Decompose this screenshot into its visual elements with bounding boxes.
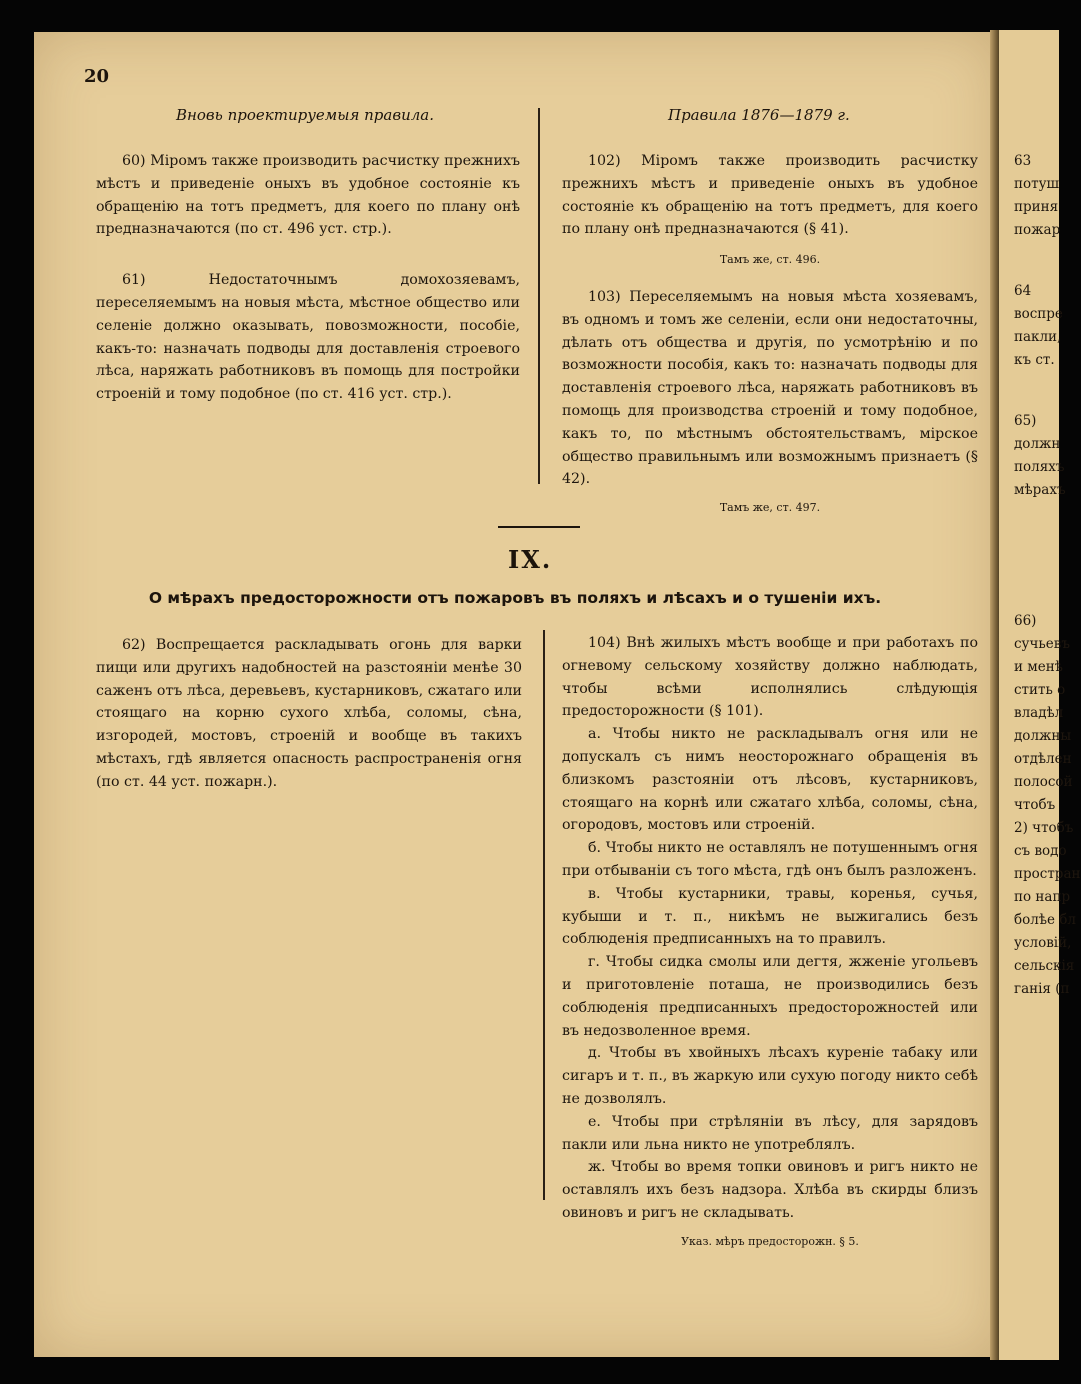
article-62: 62) Воспрещается раскладывать огонь для варки пищи или другихъ надобностей на разстояніи менѣе 30 саженъ отъ лѣса, деревьевъ, кустарниковъ, сжатаго или стоящаго на корню сухого хлѣба, соломы, сѣна, изгородей, мостовъ, строеній и вообще въ такихъ мѣстахъ, гдѣ является опасность распространенія огня (по ст. 44 уст. пожарн.).: [96, 637, 522, 790]
next-page-fragment: сельскія: [1014, 958, 1075, 974]
left-top-block: [96, 150, 520, 406]
next-page-fragment: чтобъ: [1014, 797, 1056, 813]
article-104: 104) Внѣ жилыхъ мѣстъ вообще и при работахъ по огневому сельскому хозяйству должно наблюдать, чтобы всѣми исполнялись слѣдующія предосторожности (§ 101).: [562, 635, 978, 720]
next-page-fragment: полосой: [1014, 774, 1073, 790]
next-page-fragment: съ водо: [1014, 843, 1067, 859]
article-61: 61) Недостаточнымъ домохозяевамъ, переселяемымъ на новыя мѣста, мѣстное общество или селеніе должно оказывать, повозможности, пособіе, какъ-то: назначать подводы для доставленія строевого лѣса, наряжать работниковъ въ помощь для постройки строеній и тому подобное (по ст. 416 уст. стр.).: [96, 272, 520, 403]
next-page-fragment: 65): [1014, 413, 1037, 429]
next-page-fragment: потуш: [1014, 176, 1060, 192]
next-page-fragment: пакли,: [1014, 329, 1062, 345]
article-102: 102) Міромъ также производить расчистку прежнихъ мѣстъ и приведеніе оныхъ въ удобное состояніе къ обращенію на тотъ предметъ, для коего по плану онѣ предназначаются (§ 41).: [562, 153, 978, 238]
next-page-fragment: поляхъ: [1014, 459, 1065, 475]
next-page-fragment: 64: [1014, 283, 1032, 299]
right-column-heading: Правила 1876—1879 г.: [668, 106, 850, 124]
next-page-fragment: условій,: [1014, 935, 1072, 951]
right-bottom-block: [562, 632, 978, 1254]
item-b: б. Чтобы никто не оставлялъ не потушеннымъ огня при отбываніи съ того мѣста, гдѣ онъ былъ разложенъ.: [562, 840, 978, 879]
next-page-fragment: пожар: [1014, 222, 1061, 238]
next-page-fragment: болѣе бл: [1014, 912, 1076, 928]
next-page-fragment: 2) чтобъ: [1014, 820, 1074, 836]
reference-102: Тамъ же, ст. 496.: [719, 253, 821, 267]
next-page-fragment: должны: [1014, 728, 1072, 744]
next-page-fragment: воспре: [1014, 306, 1063, 322]
next-page-fragment: владѣл: [1014, 705, 1064, 721]
next-page-fragment: стить о: [1014, 682, 1066, 698]
left-column-heading: Вновь проектируемыя правила.: [176, 106, 435, 124]
next-page-fragment: къ ст.: [1014, 352, 1055, 368]
item-v: в. Чтобы кустарники, травы, коренья, сучья, кубыши и т. п., никѣмъ не выжигались безъ соблюденія предписанныхъ на то правилъ.: [562, 885, 978, 948]
next-page-fragment: отдѣлен: [1014, 751, 1072, 767]
item-d: д. Чтобы въ хвойныхъ лѣсахъ куреніе табаку или сигаръ и т. п., въ жаркую или сухую погоду никто себѣ не дозволялъ.: [562, 1045, 978, 1107]
article-103: 103) Переселяемымъ на новыя мѣста хозяевамъ, въ одномъ и томъ же селеніи, если они недостаточны, дѣлать отъ общества и другія, по усмотрѣнію и по возможности пособія, какъ то: назначать подводы для доставленія строевого лѣса, наряжать работниковъ въ помощь для производства строеній и тому подобное, какъ то, по мѣстнымъ обстоятельствамъ, мірское общество правильнымъ или возможнымъ признаетъ (§ 42).: [562, 288, 978, 488]
section-title: О мѣрахъ предосторожности отъ пожаровъ въ поляхъ и лѣсахъ и о тушеніи ихъ.: [148, 589, 882, 607]
article-60: 60) Міромъ также производить расчистку прежнихъ мѣстъ и приведеніе оныхъ въ удобное состояніе къ обращенію на тотъ предметъ, для коего по плану онѣ предназначаются (по ст. 496 уст. стр.).: [96, 153, 520, 238]
next-page-fragment: 66): [1014, 613, 1037, 629]
next-page-fragment: 63: [1014, 153, 1032, 169]
next-page-fragment: мѣрахъ: [1014, 482, 1066, 498]
page-number: 20: [84, 66, 110, 87]
next-page-fragment: приня: [1014, 199, 1059, 215]
next-page-fragment: сучьевъ: [1014, 636, 1070, 652]
item-a: а. Чтобы никто не раскладывалъ огня или не допускалъ съ нимъ неосторожнаго обращенія въ близкомъ разстояніи отъ лѣсовъ, кустарниковъ, стоящаго на корнѣ или сжатаго хлѣба, соломы, сѣна, огородовъ, мостовъ или строеній.: [562, 726, 978, 834]
item-e: е. Чтобы при стрѣляніи въ лѣсу, для зарядовъ пакли или льна никто не употреблялъ.: [562, 1113, 978, 1153]
reference-104: Указ. мѣръ предосторожн. § 5.: [681, 1234, 859, 1248]
right-top-block: [562, 150, 978, 520]
next-page-fragment: простран: [1014, 866, 1081, 882]
reference-103: Тамъ же, ст. 497.: [719, 501, 821, 515]
next-page-fragment: и менѣ: [1014, 659, 1063, 675]
next-page-fragment: по напр: [1014, 889, 1071, 905]
left-bottom-block: [96, 634, 522, 794]
section-rule: [498, 526, 580, 528]
item-g: г. Чтобы сидка смолы или дегтя, жженіе угольевъ и приготовленіе поташа, не производились безъ соблюденія предписанныхъ предосторожностей или въ недозволенное время.: [562, 954, 978, 1039]
section-number: IX.: [508, 545, 553, 574]
column-divider-bottom: [543, 630, 545, 1200]
column-divider-top: [538, 108, 540, 484]
next-page-fragment: должн: [1014, 436, 1061, 452]
next-page-fragment: ганія (п: [1014, 981, 1070, 997]
item-zh: ж. Чтобы во время топки овиновъ и ригъ никто не оставлялъ ихъ безъ надзора. Хлѣба въ скирды близъ овиновъ и ригъ не складывать.: [562, 1159, 978, 1221]
